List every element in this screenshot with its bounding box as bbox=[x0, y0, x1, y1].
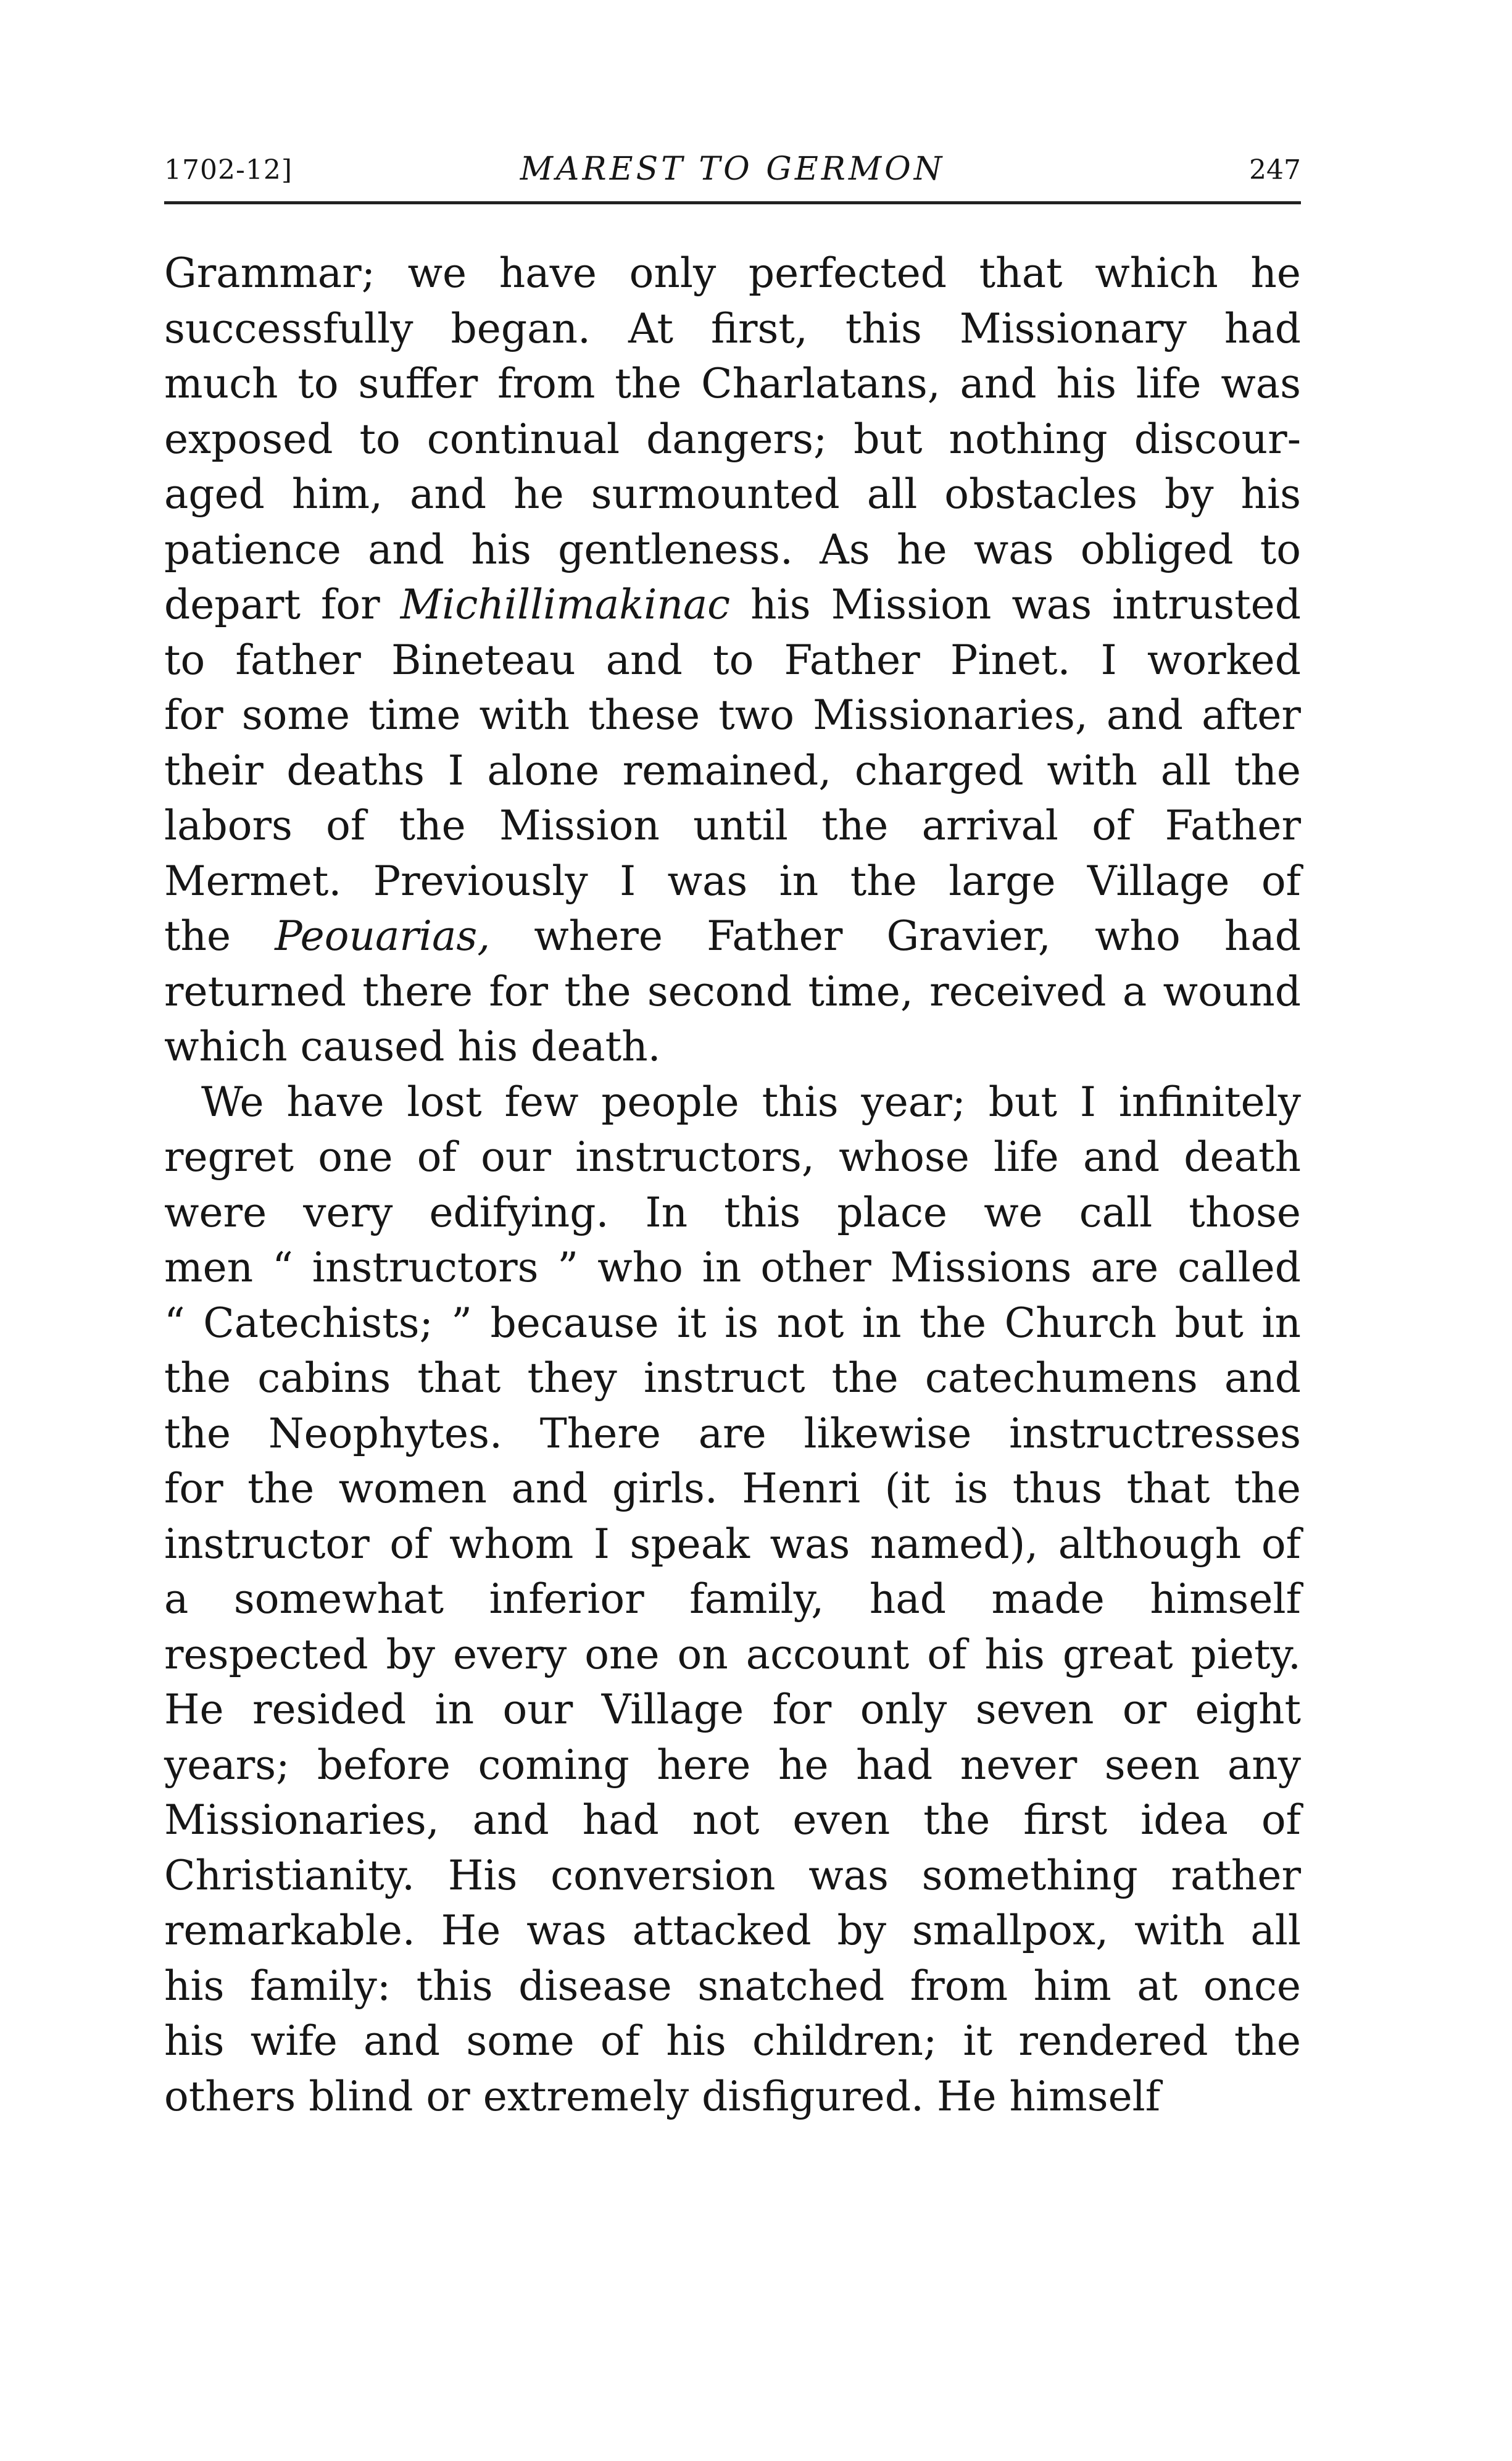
body-text bbox=[164, 246, 1301, 2124]
text-line: were very edifying. In this place we call those bbox=[164, 1188, 1301, 1236]
text-segment: his Mission was intrusted bbox=[730, 581, 1301, 628]
text-line: a somewhat inferior family, had made himself bbox=[164, 1575, 1301, 1623]
paragraph bbox=[164, 246, 1301, 1075]
text-line: regret one of our instructors, whose life and death bbox=[164, 1133, 1301, 1181]
header-running-title: MAREST TO GERMON bbox=[520, 151, 945, 188]
text-segment: the bbox=[164, 912, 275, 960]
text-line: He resided in our Village for only seven or eight bbox=[164, 1686, 1301, 1733]
text-line: patience and his gentleness. As he was obliged to bbox=[164, 525, 1301, 573]
paragraph bbox=[164, 1075, 1301, 2125]
text-line: much to suffer from the Charlatans, and his life was bbox=[164, 360, 1301, 407]
text-line: men “ instructors ” who in other Missions are called bbox=[164, 1244, 1301, 1291]
text-line: aged him, and he surmounted all obstacles by his bbox=[164, 470, 1301, 518]
italic-place-name: Michillimakinac bbox=[400, 581, 731, 628]
italic-place-name: Peouarias, bbox=[275, 912, 491, 960]
text-line: “ Catechists; ” because it is not in the Church but in bbox=[164, 1299, 1301, 1347]
text-line: Grammar; we have only perfected that which he bbox=[164, 249, 1301, 297]
text-line: exposed to continual dangers; but nothing discour- bbox=[164, 415, 1301, 463]
text-line: returned there for the second time, received a wound bbox=[164, 967, 1301, 1015]
header-page-number: 247 bbox=[1249, 154, 1301, 186]
text-line: We have lost few people this year; but I infinitely bbox=[201, 1078, 1301, 1126]
running-header bbox=[164, 151, 1301, 194]
text-line: his family: this disease snatched from him at once bbox=[164, 1962, 1301, 2010]
header-rule bbox=[164, 201, 1301, 204]
text-line: for some time with these two Missionaries, and after bbox=[164, 691, 1301, 739]
text-line: the Neophytes. There are likewise instructresses bbox=[164, 1409, 1301, 1457]
header-year-range: 1702-12] bbox=[164, 154, 293, 186]
text-line: labors of the Mission until the arrival of Father bbox=[164, 802, 1301, 849]
text-line: Christianity. His conversion was something rather bbox=[164, 1851, 1301, 1899]
text-line: for the women and girls. Henri (it is thus that the bbox=[164, 1465, 1301, 1512]
text-line bbox=[164, 577, 1301, 633]
text-line: years; before coming here he had never seen any bbox=[164, 1741, 1301, 1789]
text-line: Missionaries, and had not even the first idea of bbox=[164, 1796, 1301, 1844]
text-segment: where Father Gravier, who had bbox=[490, 912, 1301, 960]
text-line: remarkable. He was attacked by smallpox, with all bbox=[164, 1907, 1301, 1954]
text-line: their deaths I alone remained, charged with all the bbox=[164, 746, 1301, 794]
text-line bbox=[164, 909, 1301, 964]
text-line: to father Bineteau and to Father Pinet. I worked bbox=[164, 636, 1301, 684]
text-line: which caused his death. bbox=[164, 1023, 661, 1070]
text-line: his wife and some of his children; it rendered the bbox=[164, 2017, 1301, 2065]
text-line: others blind or extremely disfigured. He himself bbox=[164, 2072, 1161, 2120]
text-line: the cabins that they instruct the catechumens and bbox=[164, 1354, 1301, 1402]
text-line: Mermet. Previously I was in the large Village of bbox=[164, 857, 1301, 905]
text-line: successfully began. At first, this Missionary had bbox=[164, 304, 1301, 352]
text-segment: depart for bbox=[164, 581, 401, 628]
text-line: respected by every one on account of his great piety. bbox=[164, 1630, 1301, 1678]
text-line: instructor of whom I speak was named), although of bbox=[164, 1520, 1301, 1568]
